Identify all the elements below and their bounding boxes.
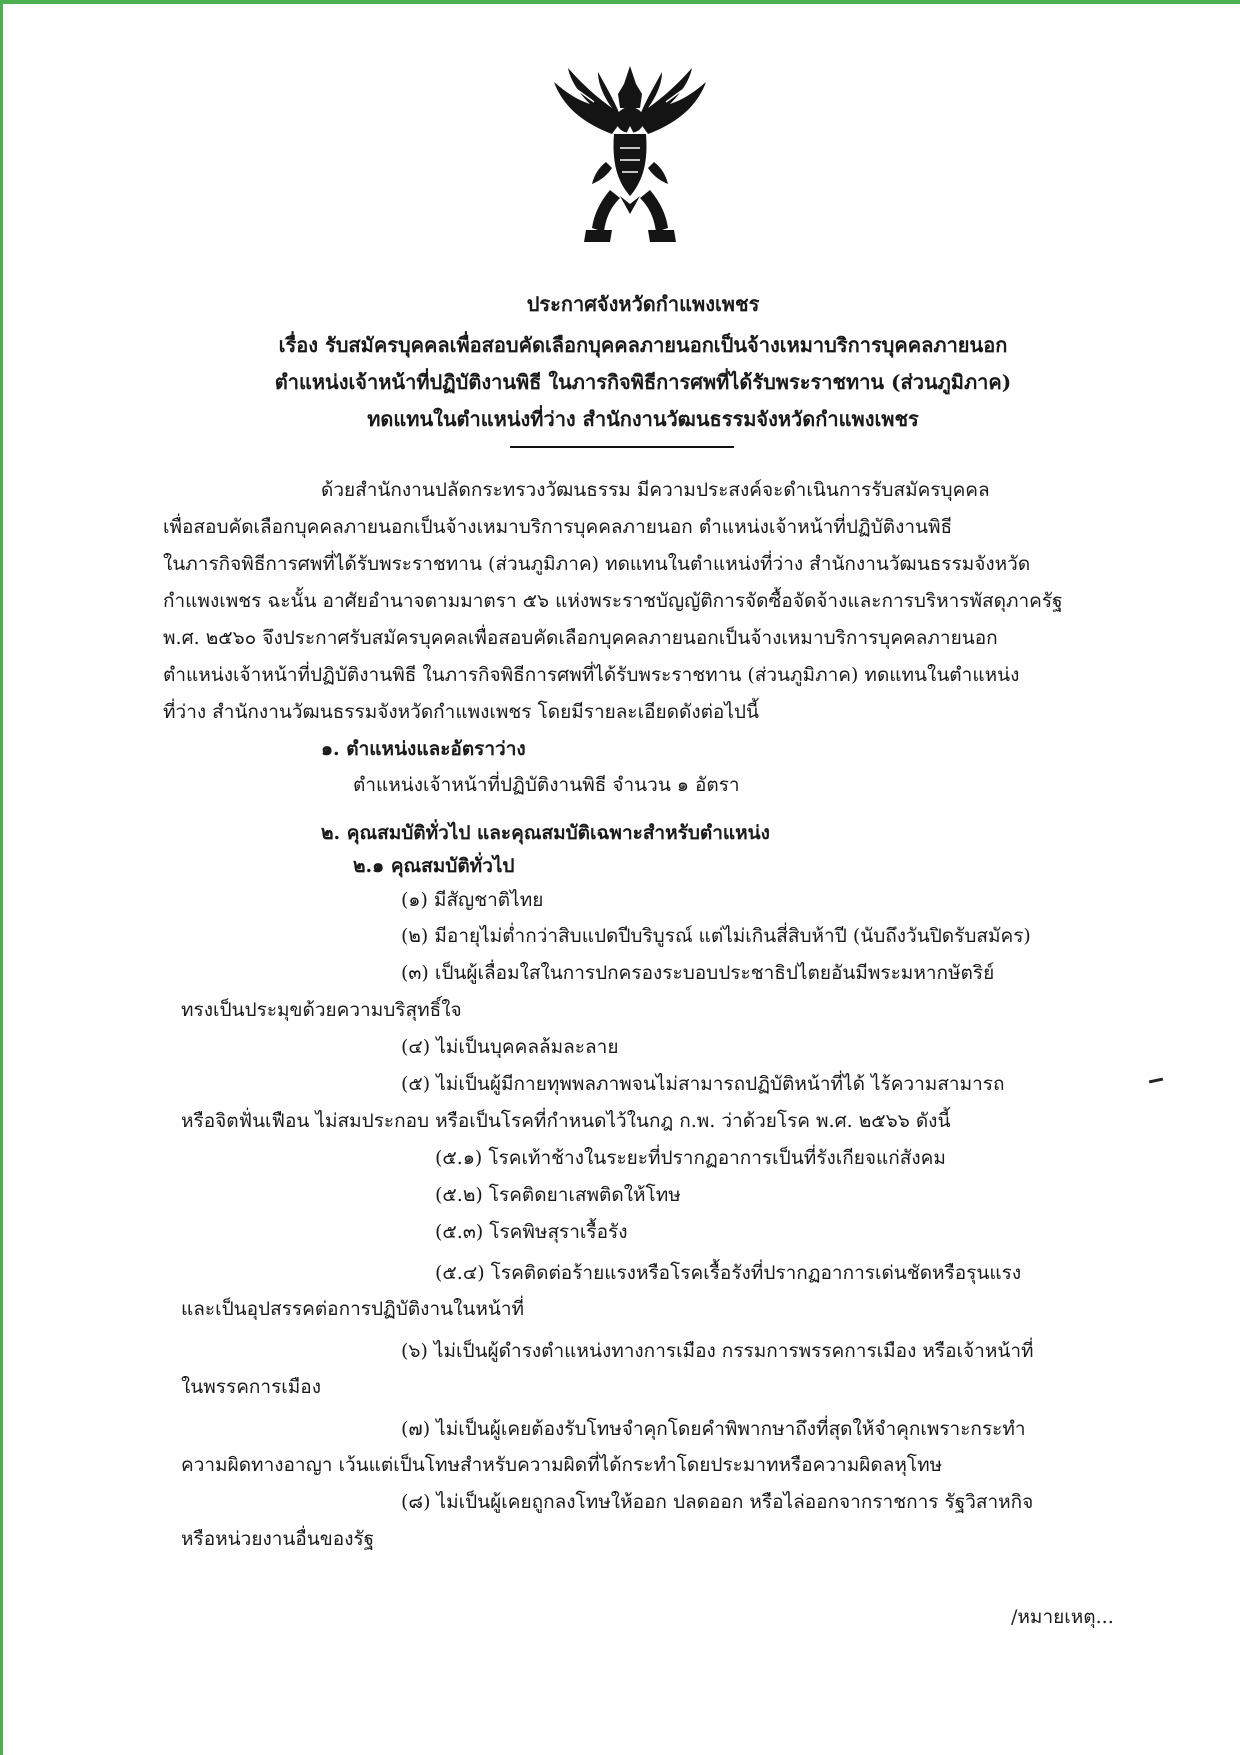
qualification-5: (๕) ไม่เป็นผู้มีกายทุพพลภาพจนไม่สามารถปฏิบัติหน้าที่ได้ ไร้ความสามารถ	[401, 1073, 1005, 1095]
header-divider	[510, 446, 734, 448]
section-1-text: ตำแหน่งเจ้าหน้าที่ปฏิบัติงานพิธี จำนวน ๑ อัตรา	[353, 774, 740, 796]
qualification-5-3: (๕.๓) โรคพิษสุราเรื้อรัง	[435, 1221, 628, 1243]
intro-line: ในภารกิจพิธีการศพที่ได้รับพระราชทาน (ส่วนภูมิภาค) ทดแทนในตำแหน่งที่ว่าง สำนักงานวัฒนธรรมจังหวัด	[163, 553, 1031, 575]
subject-line-3: ทดแทนในตำแหน่งที่ว่าง สำนักงานวัฒนธรรมจังหวัดกำแพงเพชร	[367, 407, 919, 431]
section-2-heading: ๒. คุณสมบัติทั่วไป และคุณสมบัติเฉพาะสำหรับตำแหน่ง	[321, 822, 770, 844]
scan-speck	[1149, 1078, 1163, 1084]
subject-line-2: ตำแหน่งเจ้าหน้าที่ปฏิบัติงานพิธี ในภารกิจพิธีการศพที่ได้รับพระราชทาน (ส่วนภูมิภาค)	[274, 370, 1012, 394]
qualification-3-cont: ทรงเป็นประมุขด้วยความบริสุทธิ์ใจ	[181, 999, 462, 1021]
intro-line: กำแพงเพชร ฉะนั้น อาศัยอำนาจตามมาตรา ๕๖ แห่งพระราชบัญญัติการจัดซื้อจัดจ้างและการบริหารพัสดุภาครัฐ	[163, 590, 1063, 612]
qualification-5-4: (๕.๔) โรคติดต่อร้ายแรงหรือโรคเรื้อรังที่ปรากฏอาการเด่นชัดหรือรุนแรง	[435, 1262, 1022, 1284]
qualification-8-cont: หรือหน่วยงานอื่นของรัฐ	[181, 1528, 375, 1550]
qualification-5-1: (๕.๑) โรคเท้าช้างในระยะที่ปรากฏอาการเป็นที่รังเกียจแก่สังคม	[435, 1147, 946, 1169]
announcement-title: ประกาศจังหวัดกำแพงเพชร	[526, 292, 760, 316]
intro-line: ตำแหน่งเจ้าหน้าที่ปฏิบัติงานพิธี ในภารกิจพิธีการศพที่ได้รับพระราชทาน (ส่วนภูมิภาค) ทดแทนในตำแหน่ง	[163, 664, 1020, 686]
continuation-footer: /หมายเหตุ...	[1011, 1606, 1114, 1628]
intro-line: ที่ว่าง สำนักงานวัฒนธรรมจังหวัดกำแพงเพชร โดยมีรายละเอียดดังต่อไปนี้	[163, 701, 759, 723]
intro-line: ด้วยสำนักงานปลัดกระทรวงวัฒนธรรม มีความประสงค์จะดำเนินการรับสมัครบุคคล	[321, 479, 990, 501]
subject-line-1: เรื่อง รับสมัครบุคคลเพื่อสอบคัดเลือกบุคคลภายนอกเป็นจ้างเหมาบริการบุคคลภายนอก	[278, 333, 1008, 357]
qualification-5-4-cont: และเป็นอุปสรรคต่อการปฏิบัติงานในหน้าที่	[181, 1298, 525, 1320]
qualification-8: (๘) ไม่เป็นผู้เคยถูกลงโทษให้ออก ปลดออก หรือไล่ออกจากราชการ รัฐวิสาหกิจ	[401, 1491, 1034, 1513]
qualification-5-cont: หรือจิตฟั่นเฟือน ไม่สมประกอบ หรือเป็นโรคที่กำหนดไว้ในกฎ ก.พ. ว่าด้วยโรค พ.ศ. ๒๕๖๖ ดังนี้	[181, 1110, 951, 1132]
intro-line: เพื่อสอบคัดเลือกบุคคลภายนอกเป็นจ้างเหมาบริการบุคคลภายนอก ตำแหน่งเจ้าหน้าที่ปฏิบัติงานพิธี	[163, 516, 953, 538]
qualification-2: (๒) มีอายุไม่ต่ำกว่าสิบแปดปีบริบูรณ์ แต่ไม่เกินสี่สิบห้าปี (นับถึงวันปิดรับสมัคร)	[401, 925, 1031, 947]
qualification-7-cont: ความผิดทางอาญา เว้นแต่เป็นโทษสำหรับความผิดที่ได้กระทำโดยประมาทหรือความผิดลหุโทษ	[181, 1454, 943, 1476]
qualification-5-2: (๕.๒) โรคติดยาเสพติดให้โทษ	[435, 1184, 681, 1206]
garuda-emblem	[550, 64, 710, 244]
intro-line: พ.ศ. ๒๕๖๐ จึงประกาศรับสมัครบุคคลเพื่อสอบคัดเลือกบุคคลภายนอกเป็นจ้างเหมาบริการบุคคลภายนอก	[163, 627, 998, 649]
qualification-4: (๔) ไม่เป็นบุคคลล้มละลาย	[401, 1036, 619, 1058]
qualification-7: (๗) ไม่เป็นผู้เคยต้องรับโทษจำคุกโดยคำพิพากษาถึงที่สุดให้จำคุกเพราะกระทำ	[401, 1418, 1026, 1440]
qualification-6: (๖) ไม่เป็นผู้ดำรงตำแหน่งทางการเมือง กรรมการพรรคการเมือง หรือเจ้าหน้าที่	[401, 1340, 1034, 1362]
section-2-1-heading: ๒.๑ คุณสมบัติทั่วไป	[353, 855, 515, 877]
qualification-3: (๓) เป็นผู้เลื่อมใสในการปกครองระบอบประชาธิปไตยอันมีพระมหากษัตริย์	[401, 962, 995, 984]
qualification-1: (๑) มีสัญชาติไทย	[401, 889, 544, 911]
section-1-heading: ๑. ตำแหน่งและอัตราว่าง	[321, 738, 526, 760]
qualification-6-cont: ในพรรคการเมือง	[181, 1376, 321, 1398]
